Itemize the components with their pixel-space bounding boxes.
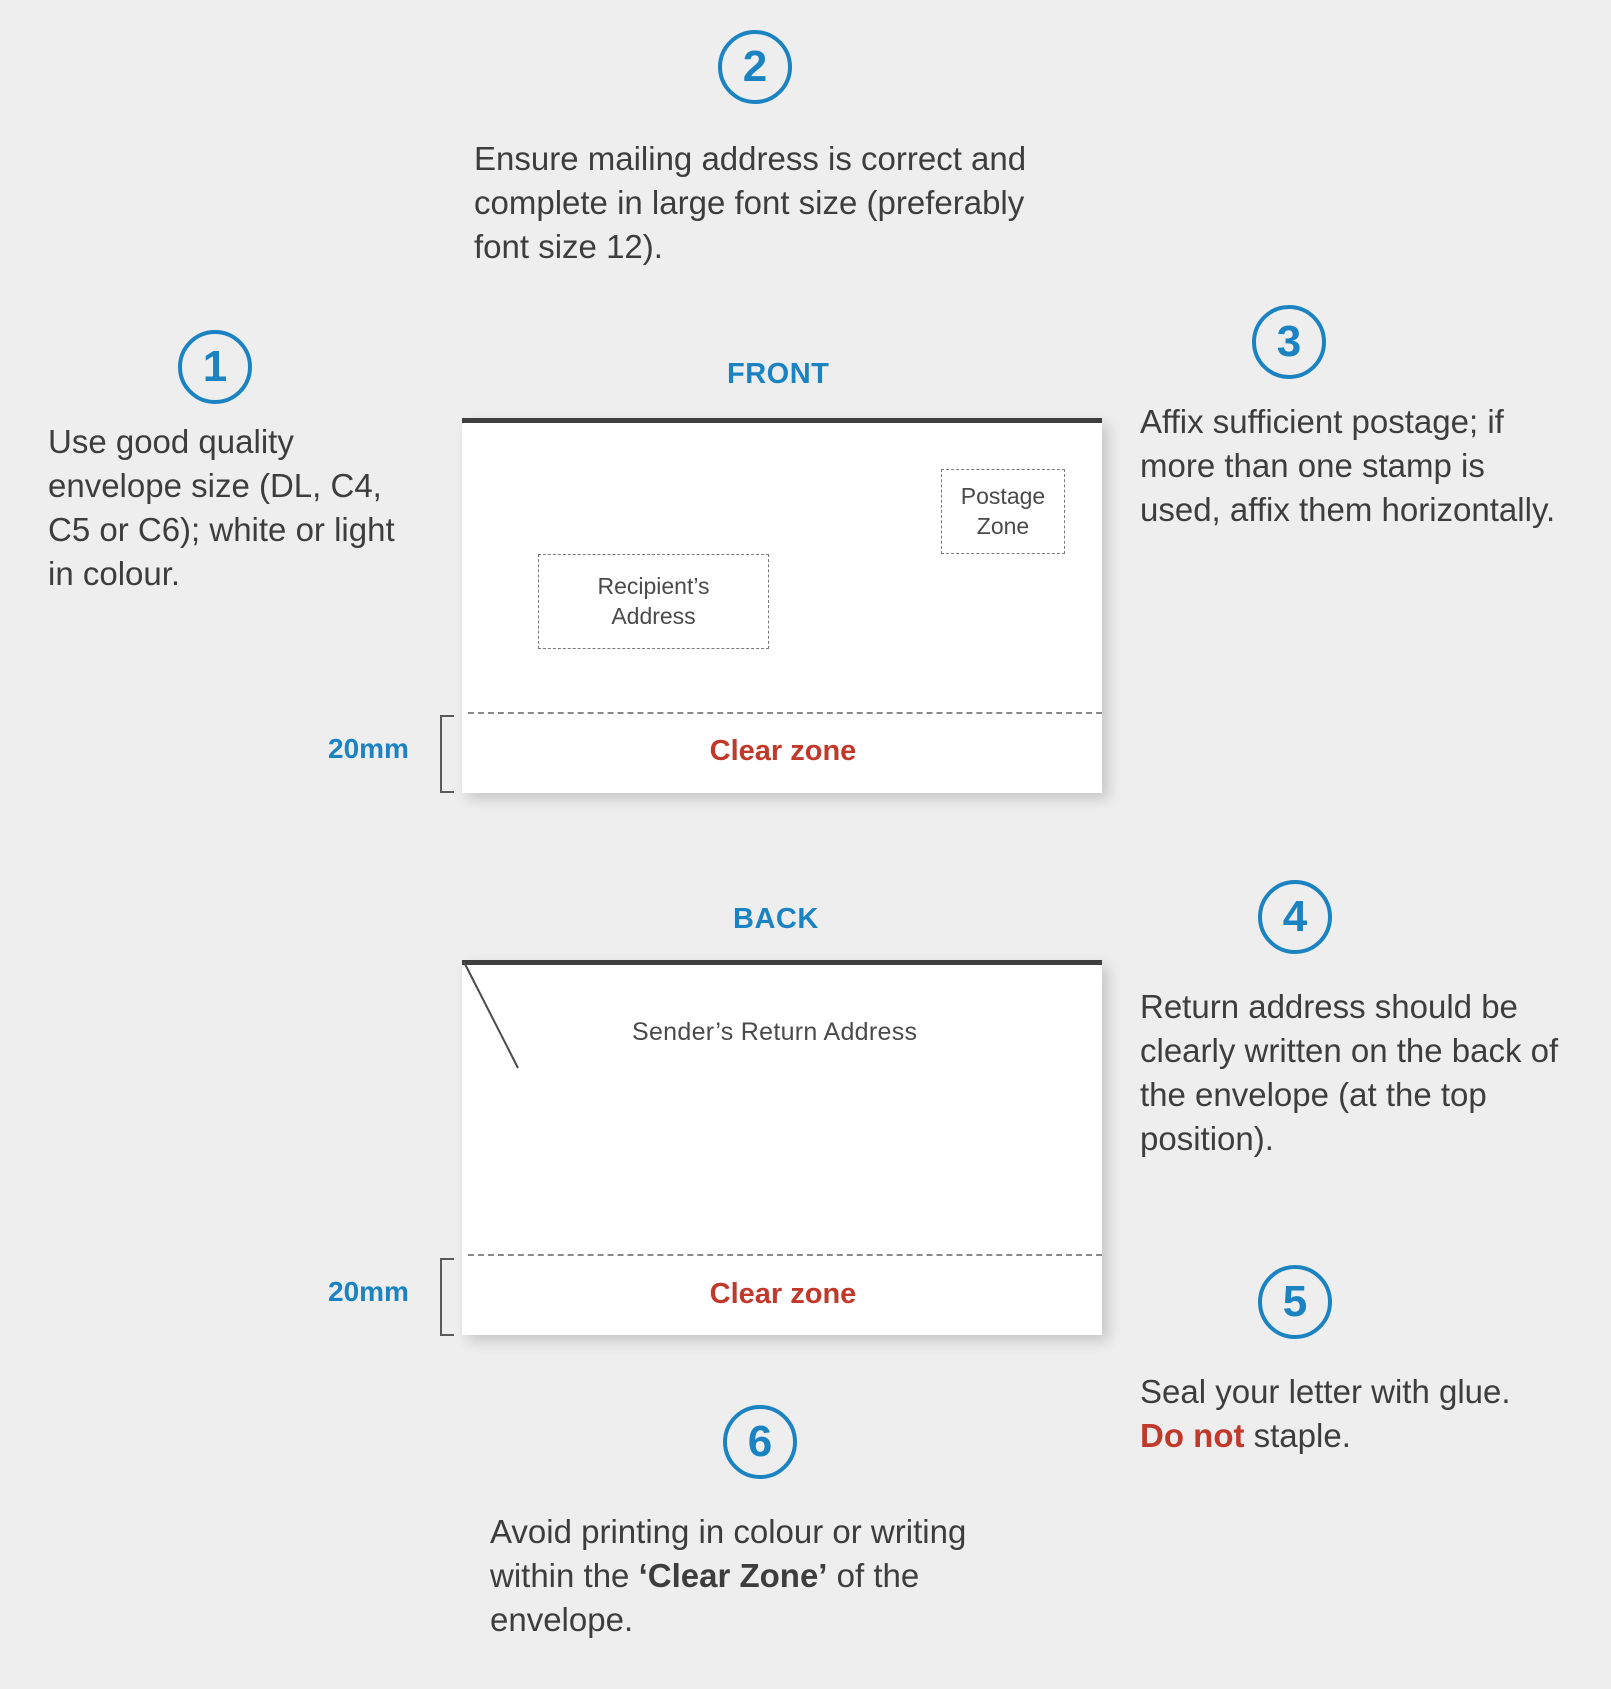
back-label: BACK: [733, 903, 819, 935]
recipient-zone-line1: Recipient’s: [597, 572, 710, 599]
step-badge-5: 5: [1258, 1265, 1332, 1339]
postage-zone-box: [941, 469, 1065, 554]
postage-zone-line2: Zone: [976, 512, 1030, 539]
step-6-emphasis: ‘Clear Zone’: [638, 1556, 828, 1594]
back-measure-label: 20mm: [328, 1276, 409, 1307]
step-5-text-after: staple.: [1244, 1416, 1351, 1454]
step-5-emphasis: Do not: [1140, 1416, 1245, 1454]
step-badge-1: 1: [178, 330, 252, 404]
back-clear-zone-divider: [468, 1254, 1102, 1256]
step-badge-3: 3: [1252, 305, 1326, 379]
step-5-text-before: Seal your letter with glue.: [1140, 1373, 1511, 1410]
back-measure-bracket: [440, 1258, 454, 1336]
recipient-zone-line2: Address: [611, 602, 696, 629]
front-clear-zone-divider: [468, 712, 1102, 714]
recipient-address-zone-box: [538, 554, 769, 649]
step-text-5: [1140, 1370, 1540, 1458]
step-text-1: Use good quality envelope size (DL, C4, C5 or C6); white or light in colour.: [48, 423, 395, 592]
step-text-4: Return address should be clearly written on the back of the envelope (at the top position).: [1140, 988, 1559, 1157]
front-measure-bracket: [440, 715, 454, 793]
step-6-text-after: of the envelope.: [490, 1556, 920, 1638]
front-clear-zone-label: Clear zone: [709, 735, 857, 767]
front-measure-label: 20mm: [328, 733, 409, 764]
step-text-6: [490, 1510, 1050, 1642]
step-6-text-before: Avoid printing in colour or writing within the: [490, 1513, 967, 1594]
back-clear-zone-label: Clear zone: [709, 1278, 857, 1310]
step-badge-4: 4: [1258, 880, 1332, 954]
sender-return-address-label: Sender’s Return Address: [632, 1018, 918, 1046]
step-text-2: Ensure mailing address is correct and complete in large font size (preferably font size 12).: [474, 140, 1027, 265]
step-text-3: Affix sufficient postage; if more than one stamp is used, affix them horizontally.: [1140, 403, 1556, 528]
front-label: FRONT: [727, 358, 830, 390]
step-badge-2: 2: [718, 30, 792, 104]
postage-zone-line1: Postage: [960, 482, 1046, 509]
step-badge-6: 6: [723, 1405, 797, 1479]
